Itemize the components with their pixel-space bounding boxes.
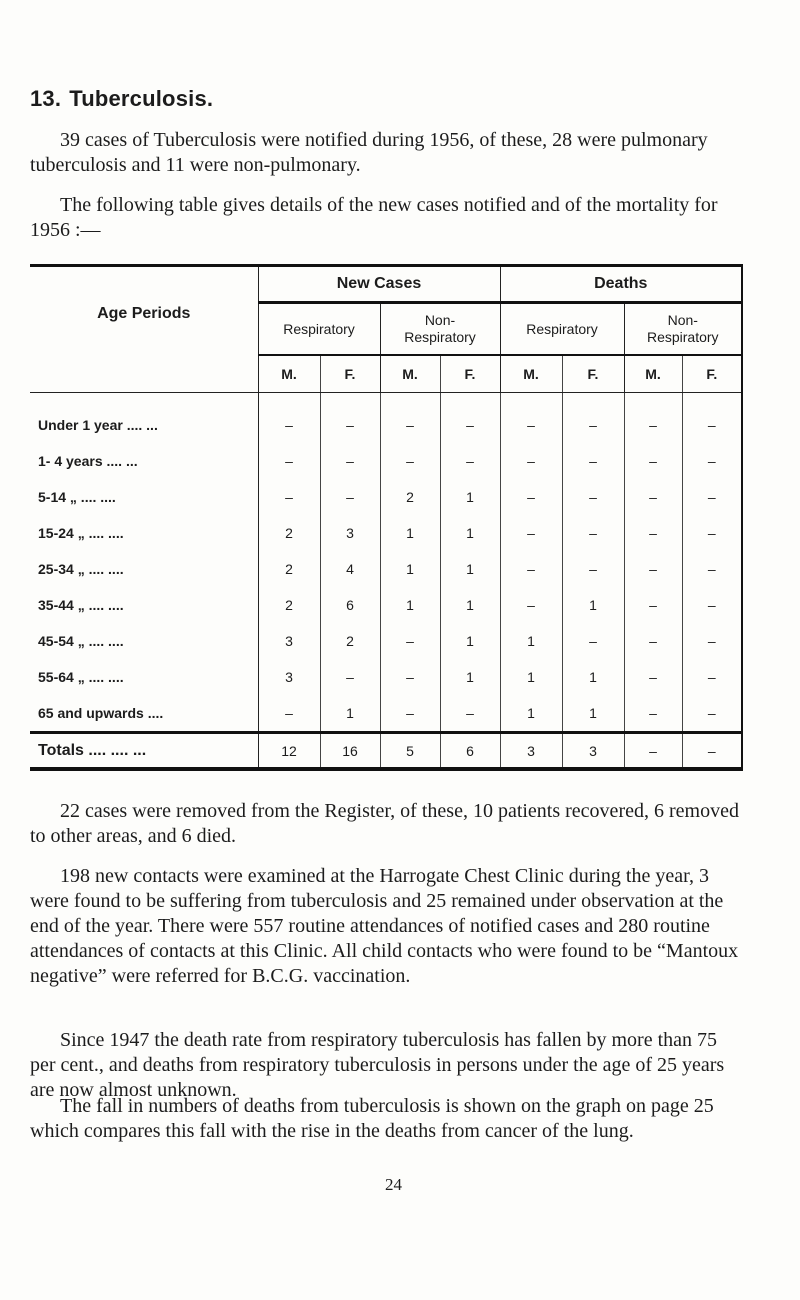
table-cell: 1 — [562, 695, 624, 733]
paragraph-contacts: 198 new contacts were examined at the Harrogate Chest Clinic during the year, 3 were found to be suffering from tuberculosis and 25 remained under observation at the end of the year. There were 557 routine attendances of notified cases and 280 routine attendances of contacts at this Clinic. All child contacts who were found to be “Mantoux negative” were referred for B.C.G. vaccination. — [30, 865, 739, 987]
page-number: 24 — [385, 1175, 402, 1194]
table-row — [30, 623, 742, 659]
table-cell: – — [380, 623, 440, 659]
table-cell: – — [320, 479, 380, 515]
table-cell: 5 — [380, 733, 440, 770]
table-cell: – — [562, 515, 624, 551]
table-cell: – — [258, 479, 320, 515]
section-heading — [30, 86, 213, 112]
section-title: Tuberculosis. — [69, 86, 214, 111]
table-cell: – — [500, 515, 562, 551]
male-header: M. — [624, 355, 682, 393]
paragraph-notified-cases: 39 cases of Tuberculosis were notified during 1956, of these, 28 were pulmonary tuberculosis and 11 were non-pulmonary. — [30, 129, 708, 176]
table-cell: – — [258, 695, 320, 733]
age-period-cell: Under 1 year .... ... — [30, 407, 258, 443]
table-cell: – — [707, 489, 716, 505]
table-cell: – — [624, 479, 682, 515]
age-period-cell: 55-64 „ .... .... — [30, 659, 258, 695]
age-period-cell: 15-24 „ .... .... — [30, 515, 258, 551]
table-cell: – — [500, 587, 562, 623]
table-cell: – — [624, 551, 682, 587]
table-row — [30, 659, 742, 695]
section-number: 13. — [30, 86, 62, 111]
table-cell: 12 — [258, 733, 320, 770]
table-cell: – — [707, 453, 716, 469]
table-cell: 1 — [500, 623, 562, 659]
table-cell: – — [380, 659, 440, 695]
paragraph-graph-reference: The fall in numbers of deaths from tuberculosis is shown on the graph on page 25 which compares this fall with the rise in the deaths from cancer of the lung. — [30, 1095, 714, 1142]
table-cell: – — [707, 561, 716, 577]
deaths-header: Deaths — [594, 275, 648, 292]
age-period-cell: 5-14 „ .... .... — [30, 479, 258, 515]
deaths-non-respiratory-header: Non- Respiratory — [624, 303, 742, 356]
table-cell: 16 — [320, 733, 380, 770]
table-cell: – — [562, 479, 624, 515]
table-cell: 1 — [440, 587, 500, 623]
table-cell: – — [380, 443, 440, 479]
table-cell: – — [562, 623, 624, 659]
table-cell: – — [682, 733, 742, 770]
table-cell: – — [320, 407, 380, 443]
table-cell: 1 — [440, 659, 500, 695]
table-cell: 6 — [320, 587, 380, 623]
table-cell: 2 — [380, 479, 440, 515]
table-cell: – — [380, 407, 440, 443]
totals-row — [30, 733, 742, 770]
table-row — [30, 551, 742, 587]
table-row — [30, 515, 742, 551]
table-cell: 3 — [320, 515, 380, 551]
new-non-respiratory-header: Non- Respiratory — [380, 303, 500, 356]
table-cell: – — [707, 669, 716, 685]
table-cell: – — [562, 551, 624, 587]
table-cell: – — [500, 443, 562, 479]
table-cell: – — [320, 443, 380, 479]
paragraph-death-rate: Since 1947 the death rate from respiratory tuberculosis has fallen by more than 75 per cent., and deaths from respiratory tuberculosis in persons under the age of 25 years are now almost unknown. — [30, 1029, 725, 1101]
table-cell: – — [624, 407, 682, 443]
table-cell: – — [624, 733, 682, 770]
female-header: F. — [562, 355, 624, 393]
table-cell: – — [624, 587, 682, 623]
male-header: M. — [258, 355, 320, 393]
new-respiratory-header: Respiratory — [258, 303, 380, 356]
table-cell: 1 — [380, 587, 440, 623]
table-body — [30, 393, 742, 770]
table-cell: 2 — [258, 551, 320, 587]
age-period-cell: 25-34 „ .... .... — [30, 551, 258, 587]
table-cell: – — [320, 659, 380, 695]
table-cell: – — [500, 407, 562, 443]
table-cell: – — [440, 695, 500, 733]
table-cell: – — [624, 695, 682, 733]
table-cell: 1 — [440, 551, 500, 587]
table-cell: 3 — [258, 659, 320, 695]
table-cell: 4 — [320, 551, 380, 587]
table-cell: 1 — [380, 515, 440, 551]
table-row — [30, 587, 742, 623]
age-period-cell: 35-44 „ .... .... — [30, 587, 258, 623]
male-header: M. — [500, 355, 562, 393]
tuberculosis-table — [30, 264, 743, 771]
table-cell: – — [707, 633, 716, 649]
table-row — [30, 479, 742, 515]
table-cell: – — [500, 479, 562, 515]
table-cell: – — [562, 443, 624, 479]
table-cell: – — [624, 659, 682, 695]
age-period-cell: 45-54 „ .... .... — [30, 623, 258, 659]
table-cell: – — [440, 443, 500, 479]
table-cell: – — [500, 551, 562, 587]
table-cell: 2 — [258, 587, 320, 623]
table-cell: – — [707, 705, 716, 721]
paragraph-table-intro: The following table gives details of the new cases notified and of the mortality for 1956 :— — [30, 194, 718, 241]
age-periods-header: Age Periods — [30, 266, 258, 393]
table-cell: 2 — [320, 623, 380, 659]
table-cell: 2 — [258, 515, 320, 551]
female-header: F. — [440, 355, 500, 393]
male-header: M. — [380, 355, 440, 393]
age-period-cell: Totals .... .... ... — [30, 733, 258, 770]
table-row — [30, 443, 742, 479]
age-period-cell: 1- 4 years .... ... — [30, 443, 258, 479]
female-header: F. — [682, 355, 742, 393]
table-cell: – — [380, 695, 440, 733]
table-cell: 1 — [380, 551, 440, 587]
table-row — [30, 407, 742, 443]
age-period-cell: 65 and upwards .... — [30, 695, 258, 733]
table-cell: 1 — [500, 659, 562, 695]
table-cell: 3 — [562, 733, 624, 770]
new-cases-header: New Cases — [258, 266, 500, 303]
table-cell: – — [707, 597, 716, 613]
table-cell: – — [707, 417, 716, 433]
table-cell: 1 — [562, 587, 624, 623]
table-cell: 1 — [562, 659, 624, 695]
tuberculosis-table-container — [30, 264, 742, 759]
paragraph-register-removals: 22 cases were removed from the Register, of these, 10 patients recovered, 6 removed to other areas, and 6 died. — [30, 800, 739, 847]
table-cell: 3 — [500, 733, 562, 770]
table-cell: 6 — [440, 733, 500, 770]
table-cell: – — [258, 407, 320, 443]
table-row — [30, 695, 742, 733]
table-cell: – — [624, 515, 682, 551]
table-cell: – — [624, 623, 682, 659]
table-cell: 1 — [320, 695, 380, 733]
table-cell: 1 — [440, 623, 500, 659]
table-cell: 3 — [258, 623, 320, 659]
table-cell: 1 — [500, 695, 562, 733]
table-cell: – — [562, 407, 624, 443]
table-cell: 1 — [440, 515, 500, 551]
table-cell: – — [624, 443, 682, 479]
table-cell: – — [258, 443, 320, 479]
table-cell: – — [707, 525, 716, 541]
deaths-respiratory-header: Respiratory — [500, 303, 624, 356]
female-header: F. — [320, 355, 380, 393]
table-cell: 1 — [440, 479, 500, 515]
table-cell: – — [440, 407, 500, 443]
